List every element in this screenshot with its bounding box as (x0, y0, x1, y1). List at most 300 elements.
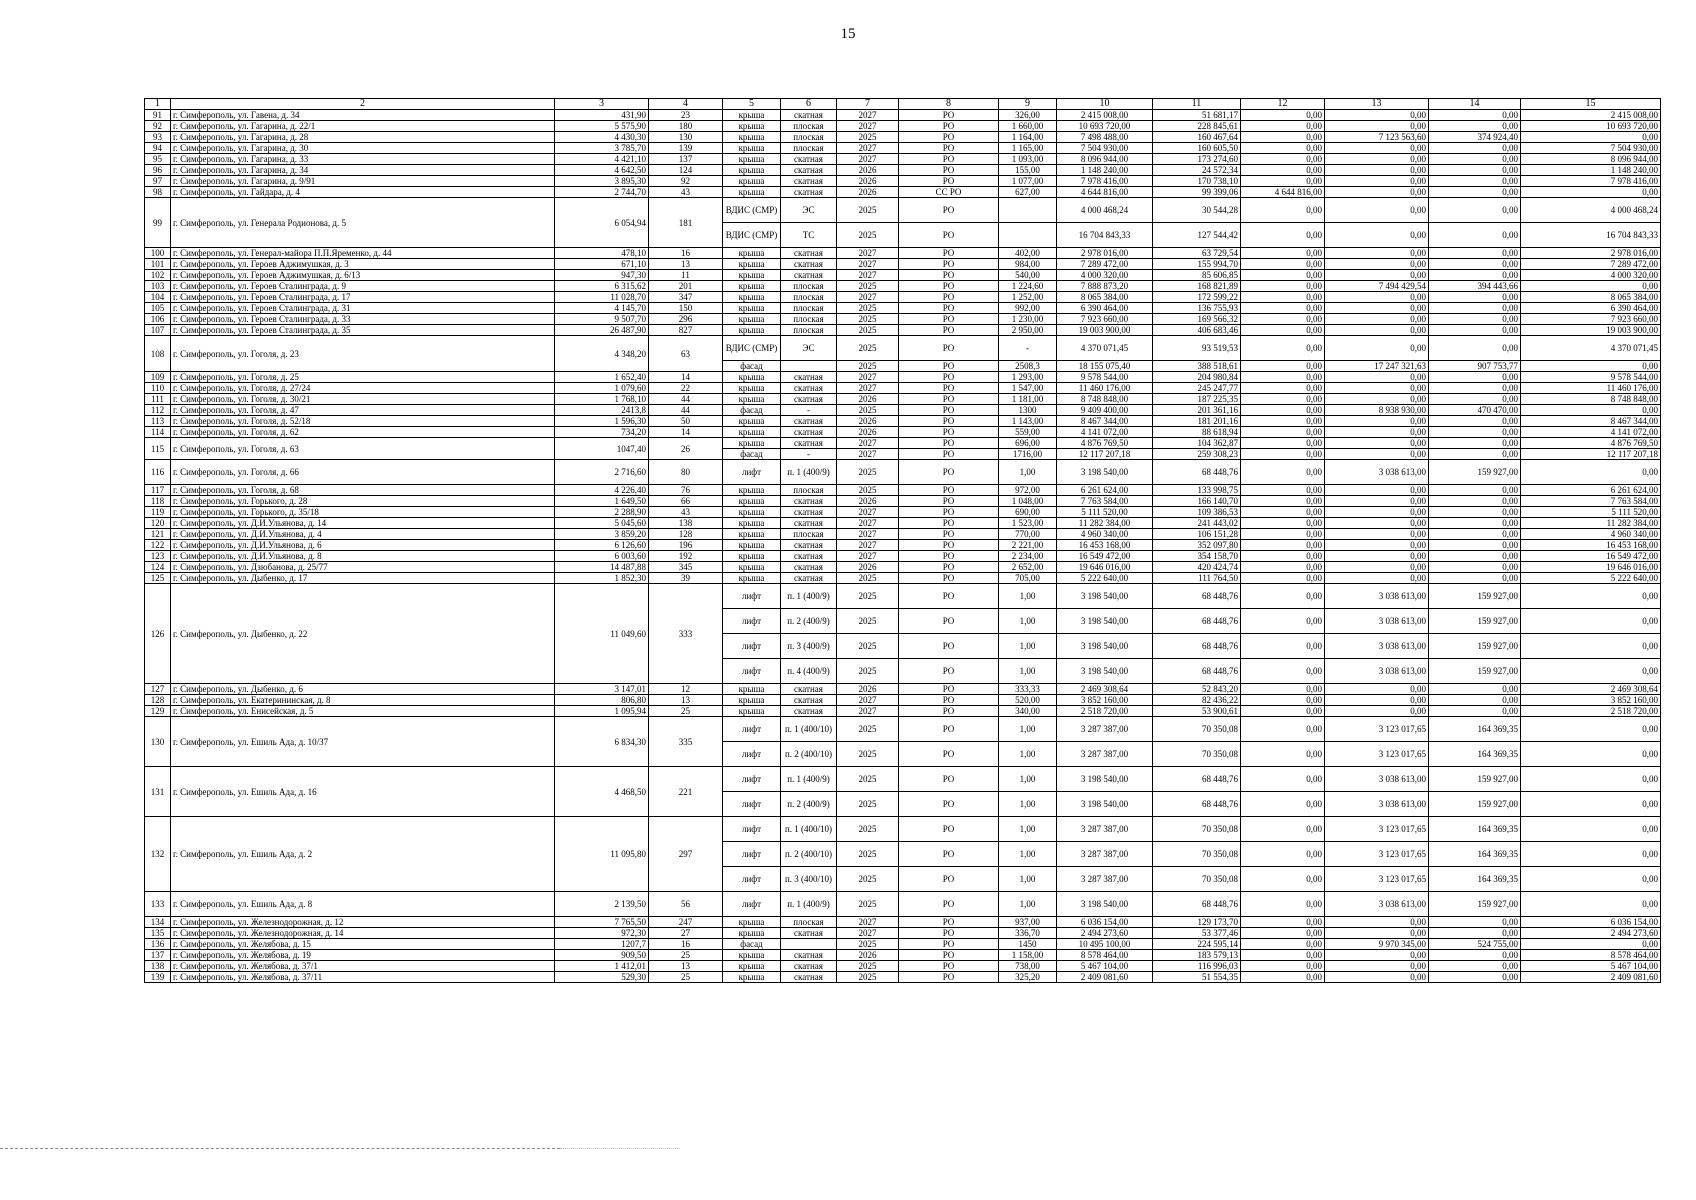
cell-col-8: РО (899, 427, 999, 438)
cell-col-12: 0,00 (1241, 706, 1325, 717)
residents-cell: 247 (649, 917, 723, 928)
cell-col-9 (999, 223, 1057, 248)
cell-col-13: 0,00 (1325, 917, 1429, 928)
residents-cell: 333 (649, 584, 723, 684)
residents-cell: 25 (649, 950, 723, 961)
cell-col-12: 0,00 (1241, 684, 1325, 695)
cell-col-11: 224 595,14 (1153, 939, 1241, 950)
column-header: 8 (899, 99, 999, 110)
cell-col-8: РО (899, 165, 999, 176)
cell-col-13: 0,00 (1325, 270, 1429, 281)
cell-col-13: 0,00 (1325, 551, 1429, 562)
cell-col-8: СС РО (899, 187, 999, 198)
address-cell: г. Симферополь, ул. Генерала Родионова, д. 5 (171, 198, 555, 248)
cell-col-11: 99 399,06 (1153, 187, 1241, 198)
cell-col-15: 0,00 (1521, 817, 1661, 842)
cell-col-6: скатная (781, 383, 837, 394)
cell-col-9: 326,00 (999, 110, 1057, 121)
row-number: 107 (145, 325, 171, 336)
cell-col-11: 70 350,08 (1153, 867, 1241, 892)
cell-col-9: 402,00 (999, 248, 1057, 259)
cell-col-13: 0,00 (1325, 427, 1429, 438)
cell-col-13: 3 038 613,00 (1325, 767, 1429, 792)
row-number: 119 (145, 507, 171, 518)
cell-col-15: 8 578 464,00 (1521, 950, 1661, 961)
cell-col-15: 4 960 340,00 (1521, 529, 1661, 540)
cell-col-13: 3 038 613,00 (1325, 792, 1429, 817)
cell-col-9: 2 652,00 (999, 562, 1057, 573)
column-header: 3 (555, 99, 649, 110)
cell-col-8: РО (899, 867, 999, 892)
table-row (145, 121, 1661, 132)
address-cell: г. Симферополь, ул. Гагарина, д. 28 (171, 132, 555, 143)
cell-col-7: 2027 (837, 540, 899, 551)
cell-col-6: скатная (781, 438, 837, 449)
table-row (145, 961, 1661, 972)
cell-col-13: 0,00 (1325, 121, 1429, 132)
cell-col-14: 159 927,00 (1429, 584, 1521, 609)
residents-cell: 25 (649, 972, 723, 983)
cell-col-9: 333,33 (999, 684, 1057, 695)
cell-col-15: 0,00 (1521, 460, 1661, 485)
address-cell: г. Симферополь, ул. Д.И.Ульянова, д. 4 (171, 529, 555, 540)
table-row (145, 917, 1661, 928)
residents-cell: 44 (649, 405, 723, 416)
cell-col-13: 0,00 (1325, 372, 1429, 383)
cell-col-15: 10 693 720,00 (1521, 121, 1661, 132)
cell-col-12: 0,00 (1241, 609, 1325, 634)
cell-col-7: 2027 (837, 695, 899, 706)
cell-col-8: РО (899, 132, 999, 143)
residents-cell: 76 (649, 485, 723, 496)
cell-col-11: 129 173,70 (1153, 917, 1241, 928)
address-cell: г. Симферополь, ул. Гагарина, д. 9/91 (171, 176, 555, 187)
address-cell: г. Симферополь, ул. Горького, д. 35/18 (171, 507, 555, 518)
cell-col-13: 0,00 (1325, 438, 1429, 449)
area-cell: 671,10 (555, 259, 649, 270)
cell-col-15: 0,00 (1521, 361, 1661, 372)
cell-col-9: 1450 (999, 939, 1057, 950)
cell-col-14: 0,00 (1429, 223, 1521, 248)
cell-col-8: РО (899, 336, 999, 361)
cell-col-7: 2025 (837, 767, 899, 792)
cell-col-6: скатная (781, 562, 837, 573)
cell-col-10: 12 117 207,18 (1057, 449, 1153, 460)
cell-col-7: 2026 (837, 562, 899, 573)
row-number: 95 (145, 154, 171, 165)
cell-col-11: 53 377,46 (1153, 928, 1241, 939)
table-row (145, 717, 1661, 742)
cell-col-6: - (781, 449, 837, 460)
cell-col-6: скатная (781, 372, 837, 383)
cell-col-7: 2027 (837, 110, 899, 121)
cell-col-15: 0,00 (1521, 405, 1661, 416)
cell-col-12: 0,00 (1241, 961, 1325, 972)
cell-col-14: 0,00 (1429, 518, 1521, 529)
table-row (145, 110, 1661, 121)
cell-col-5: лифт (723, 584, 781, 609)
address-cell: г. Симферополь, ул. Желябова, д. 19 (171, 950, 555, 961)
cell-col-14: 0,00 (1429, 154, 1521, 165)
cell-col-11: 245 247,77 (1153, 383, 1241, 394)
row-number: 112 (145, 405, 171, 416)
row-number: 97 (145, 176, 171, 187)
area-cell: 1 079,60 (555, 383, 649, 394)
address-cell: г. Симферополь, ул. Гоголя, д. 47 (171, 405, 555, 416)
area-cell: 2 288,90 (555, 507, 649, 518)
cell-col-14: 0,00 (1429, 416, 1521, 427)
cell-col-6: скатная (781, 416, 837, 427)
cell-col-15: 2 494 273,60 (1521, 928, 1661, 939)
cell-col-11: 166 140,70 (1153, 496, 1241, 507)
residents-cell: 26 (649, 438, 723, 460)
column-header: 6 (781, 99, 837, 110)
row-number: 128 (145, 695, 171, 706)
cell-col-11: 160 467,64 (1153, 132, 1241, 143)
cell-col-7: 2025 (837, 303, 899, 314)
table-row (145, 154, 1661, 165)
cell-col-12: 0,00 (1241, 562, 1325, 573)
address-cell: г. Симферополь, ул. Гайдара, д. 4 (171, 187, 555, 198)
residents-cell: 44 (649, 394, 723, 405)
address-cell: г. Симферополь, ул. Енисейская, д. 5 (171, 706, 555, 717)
cell-col-11: 70 350,08 (1153, 717, 1241, 742)
cell-col-8: РО (899, 950, 999, 961)
cell-col-10: 3 198 540,00 (1057, 892, 1153, 917)
column-header: 13 (1325, 99, 1429, 110)
area-cell: 3 147,01 (555, 684, 649, 695)
cell-col-12: 0,00 (1241, 259, 1325, 270)
area-cell: 1 768,10 (555, 394, 649, 405)
residents-cell: 827 (649, 325, 723, 336)
cell-col-14: 0,00 (1429, 551, 1521, 562)
cell-col-6: скатная (781, 496, 837, 507)
table-row (145, 281, 1661, 292)
cell-col-6: скатная (781, 928, 837, 939)
cell-col-15: 16 453 168,00 (1521, 540, 1661, 551)
cell-col-6: скатная (781, 248, 837, 259)
table-row (145, 460, 1661, 485)
cell-col-13: 0,00 (1325, 961, 1429, 972)
cell-col-9: 1,00 (999, 609, 1057, 634)
cell-col-10: 8 748 848,00 (1057, 394, 1153, 405)
cell-col-11: 388 518,61 (1153, 361, 1241, 372)
cell-col-9: 1 077,00 (999, 176, 1057, 187)
cell-col-10: 16 453 168,00 (1057, 540, 1153, 551)
cell-col-9: 770,00 (999, 529, 1057, 540)
row-number: 91 (145, 110, 171, 121)
cell-col-7: 2027 (837, 383, 899, 394)
cell-col-13: 0,00 (1325, 496, 1429, 507)
cell-col-15: 0,00 (1521, 634, 1661, 659)
residents-cell: 11 (649, 270, 723, 281)
cell-col-13: 0,00 (1325, 176, 1429, 187)
residents-cell: 14 (649, 427, 723, 438)
row-number: 98 (145, 187, 171, 198)
cell-col-11: 127 544,42 (1153, 223, 1241, 248)
cell-col-5: крыша (723, 529, 781, 540)
cell-col-12: 0,00 (1241, 223, 1325, 248)
cell-col-5: крыша (723, 281, 781, 292)
cell-col-5: лифт (723, 867, 781, 892)
row-number: 113 (145, 416, 171, 427)
cell-col-9: 559,00 (999, 427, 1057, 438)
cell-col-7: 2026 (837, 427, 899, 438)
area-cell: 909,50 (555, 950, 649, 961)
cell-col-7: 2025 (837, 634, 899, 659)
table-row (145, 706, 1661, 717)
cell-col-9: 540,00 (999, 270, 1057, 281)
cell-col-13: 0,00 (1325, 325, 1429, 336)
cell-col-11: 68 448,76 (1153, 584, 1241, 609)
cell-col-7: 2027 (837, 551, 899, 562)
residents-cell: 297 (649, 817, 723, 892)
cell-col-14: 907 753,77 (1429, 361, 1521, 372)
cell-col-12: 0,00 (1241, 742, 1325, 767)
cell-col-6: скатная (781, 427, 837, 438)
cell-col-8: РО (899, 405, 999, 416)
address-cell: г. Симферополь, ул. Гоголя, д. 68 (171, 485, 555, 496)
cell-col-14: 159 927,00 (1429, 634, 1521, 659)
cell-col-11: 53 900,61 (1153, 706, 1241, 717)
row-number: 123 (145, 551, 171, 562)
cell-col-5: лифт (723, 659, 781, 684)
cell-col-11: 68 448,76 (1153, 892, 1241, 917)
address-cell: г. Симферополь, ул. Гавена, д. 34 (171, 110, 555, 121)
cell-col-6: плоская (781, 314, 837, 325)
cell-col-8: РО (899, 198, 999, 223)
column-header: 11 (1153, 99, 1241, 110)
cell-col-10: 8 096 944,00 (1057, 154, 1153, 165)
cell-col-10: 16 704 843,33 (1057, 223, 1153, 248)
cell-col-8: РО (899, 706, 999, 717)
table-row (145, 176, 1661, 187)
cell-col-11: 70 350,08 (1153, 842, 1241, 867)
cell-col-8: РО (899, 573, 999, 584)
row-number: 108 (145, 336, 171, 372)
cell-col-12: 0,00 (1241, 867, 1325, 892)
cell-col-8: РО (899, 742, 999, 767)
cell-col-8: РО (899, 551, 999, 562)
cell-col-5: крыша (723, 950, 781, 961)
cell-col-10: 18 155 075,40 (1057, 361, 1153, 372)
cell-col-5: крыша (723, 706, 781, 717)
cell-col-6: плоская (781, 121, 837, 132)
cell-col-7: 2027 (837, 449, 899, 460)
address-cell: г. Симферополь, ул. Гоголя, д. 52/18 (171, 416, 555, 427)
cell-col-14: 0,00 (1429, 121, 1521, 132)
cell-col-12: 0,00 (1241, 176, 1325, 187)
cell-col-13: 17 247 321,63 (1325, 361, 1429, 372)
cell-col-5: лифт (723, 717, 781, 742)
cell-col-9: 1,00 (999, 767, 1057, 792)
cell-col-13: 0,00 (1325, 154, 1429, 165)
cell-col-7: 2027 (837, 154, 899, 165)
address-cell: г. Симферополь, ул. Генерал-майора П.П.Яременко, д. 44 (171, 248, 555, 259)
cell-col-13: 0,00 (1325, 394, 1429, 405)
cell-col-10: 3 287 387,00 (1057, 817, 1153, 842)
cell-col-11: 24 572,34 (1153, 165, 1241, 176)
cell-col-9: 1,00 (999, 460, 1057, 485)
cell-col-5: лифт (723, 842, 781, 867)
cell-col-14: 374 924,40 (1429, 132, 1521, 143)
cell-col-15: 4 000 468,24 (1521, 198, 1661, 223)
cell-col-10: 3 198 540,00 (1057, 460, 1153, 485)
cell-col-6: скатная (781, 573, 837, 584)
cell-col-13: 3 038 613,00 (1325, 609, 1429, 634)
cell-col-14: 0,00 (1429, 507, 1521, 518)
cell-col-14: 0,00 (1429, 394, 1521, 405)
table-row (145, 372, 1661, 383)
cell-col-5: крыша (723, 684, 781, 695)
cell-col-14: 0,00 (1429, 485, 1521, 496)
table-row (145, 336, 1661, 361)
table-row (145, 303, 1661, 314)
cell-col-10: 19 003 900,00 (1057, 325, 1153, 336)
cell-col-14: 164 369,35 (1429, 867, 1521, 892)
table-row (145, 584, 1661, 609)
cell-col-13: 3 038 613,00 (1325, 659, 1429, 684)
cell-col-15: 4 370 071,45 (1521, 336, 1661, 361)
area-cell: 2413,8 (555, 405, 649, 416)
table-row (145, 695, 1661, 706)
cell-col-15: 0,00 (1521, 584, 1661, 609)
cell-col-8: РО (899, 110, 999, 121)
cell-col-14: 164 369,35 (1429, 817, 1521, 842)
cell-col-6 (781, 939, 837, 950)
address-cell: г. Симферополь, ул. Героев Сталинграда, д. 9 (171, 281, 555, 292)
cell-col-12: 0,00 (1241, 405, 1325, 416)
cell-col-5: крыша (723, 248, 781, 259)
cell-col-15: 0,00 (1521, 939, 1661, 950)
cell-col-14: 0,00 (1429, 562, 1521, 573)
cell-col-7: 2025 (837, 961, 899, 972)
cell-col-11: 63 729,54 (1153, 248, 1241, 259)
cell-col-5: крыша (723, 110, 781, 121)
cell-col-11: 173 274,60 (1153, 154, 1241, 165)
cell-col-14: 0,00 (1429, 961, 1521, 972)
area-cell: 4 348,20 (555, 336, 649, 372)
address-cell: г. Симферополь, ул. Желябова, д. 15 (171, 939, 555, 950)
cell-col-10: 6 036 154,00 (1057, 917, 1153, 928)
cell-col-11: 241 443,02 (1153, 518, 1241, 529)
area-cell: 1 652,40 (555, 372, 649, 383)
cell-col-15: 0,00 (1521, 187, 1661, 198)
cell-col-5: лифт (723, 460, 781, 485)
area-cell: 6 054,94 (555, 198, 649, 248)
cell-col-7: 2025 (837, 972, 899, 983)
cell-col-13: 3 123 017,65 (1325, 717, 1429, 742)
cell-col-9: 1,00 (999, 842, 1057, 867)
area-cell: 478,10 (555, 248, 649, 259)
cell-col-6: ЭС (781, 198, 837, 223)
address-cell: г. Симферополь, ул. Дыбенко, д. 17 (171, 573, 555, 584)
cell-col-13: 0,00 (1325, 706, 1429, 717)
address-cell: г. Симферополь, ул. Д.И.Ульянова, д. 14 (171, 518, 555, 529)
cell-col-12: 0,00 (1241, 248, 1325, 259)
cell-col-6: скатная (781, 165, 837, 176)
cell-col-14: 159 927,00 (1429, 659, 1521, 684)
table-row (145, 427, 1661, 438)
table-row (145, 248, 1661, 259)
residents-cell: 335 (649, 717, 723, 767)
row-number: 134 (145, 917, 171, 928)
cell-col-6: плоская (781, 143, 837, 154)
cell-col-12: 0,00 (1241, 270, 1325, 281)
cell-col-9: 1 547,00 (999, 383, 1057, 394)
cell-col-9: 1,00 (999, 817, 1057, 842)
cell-col-12: 0,00 (1241, 361, 1325, 372)
row-number: 116 (145, 460, 171, 485)
area-cell: 26 487,90 (555, 325, 649, 336)
cell-col-14: 0,00 (1429, 427, 1521, 438)
area-cell: 6 003,60 (555, 551, 649, 562)
row-number: 133 (145, 892, 171, 917)
cell-col-13: 0,00 (1325, 259, 1429, 270)
cell-col-12: 0,00 (1241, 303, 1325, 314)
cell-col-9: 1 158,00 (999, 950, 1057, 961)
area-cell: 11 095,80 (555, 817, 649, 892)
cell-col-12: 0,00 (1241, 281, 1325, 292)
cell-col-6: п. 1 (400/10) (781, 817, 837, 842)
cell-col-8: РО (899, 303, 999, 314)
cell-col-9: 1,00 (999, 892, 1057, 917)
cell-col-15: 2 469 308,64 (1521, 684, 1661, 695)
cell-col-13: 9 970 345,00 (1325, 939, 1429, 950)
table-row (145, 817, 1661, 842)
address-cell: г. Симферополь, ул. Гоголя, д. 66 (171, 460, 555, 485)
cell-col-6: ЭС (781, 336, 837, 361)
address-cell: г. Симферополь, ул. Гагарина, д. 33 (171, 154, 555, 165)
cell-col-7: 2025 (837, 361, 899, 372)
cell-col-10: 3 852 160,00 (1057, 695, 1153, 706)
cell-col-7: 2025 (837, 584, 899, 609)
table-row (145, 551, 1661, 562)
column-header: 9 (999, 99, 1057, 110)
cell-col-15: 7 923 660,00 (1521, 314, 1661, 325)
row-number: 100 (145, 248, 171, 259)
cell-col-10: 4 141 072,00 (1057, 427, 1153, 438)
residents-cell: 192 (649, 551, 723, 562)
cell-col-8: РО (899, 121, 999, 132)
cell-col-8: РО (899, 972, 999, 983)
column-header: 14 (1429, 99, 1521, 110)
cell-col-10: 8 065 384,00 (1057, 292, 1153, 303)
cell-col-11: 183 579,13 (1153, 950, 1241, 961)
cell-col-10: 9 578 544,00 (1057, 372, 1153, 383)
table-header-row (145, 99, 1661, 110)
row-number: 111 (145, 394, 171, 405)
table-row (145, 928, 1661, 939)
table-row (145, 270, 1661, 281)
area-cell: 3 859,20 (555, 529, 649, 540)
address-cell: г. Симферополь, ул. Дыбенко, д. 6 (171, 684, 555, 695)
cell-col-10: 3 198 540,00 (1057, 584, 1153, 609)
residents-cell: 345 (649, 562, 723, 573)
cell-col-12: 0,00 (1241, 496, 1325, 507)
cell-col-5: крыша (723, 961, 781, 972)
cell-col-7: 2027 (837, 438, 899, 449)
table-row (145, 383, 1661, 394)
cell-col-10: 19 646 016,00 (1057, 562, 1153, 573)
cell-col-7: 2027 (837, 507, 899, 518)
cell-col-12: 0,00 (1241, 372, 1325, 383)
cell-col-9: 336,70 (999, 928, 1057, 939)
cell-col-5: фасад (723, 405, 781, 416)
residents-cell: 138 (649, 518, 723, 529)
cell-col-15: 0,00 (1521, 717, 1661, 742)
cell-col-10: 7 763 584,00 (1057, 496, 1153, 507)
